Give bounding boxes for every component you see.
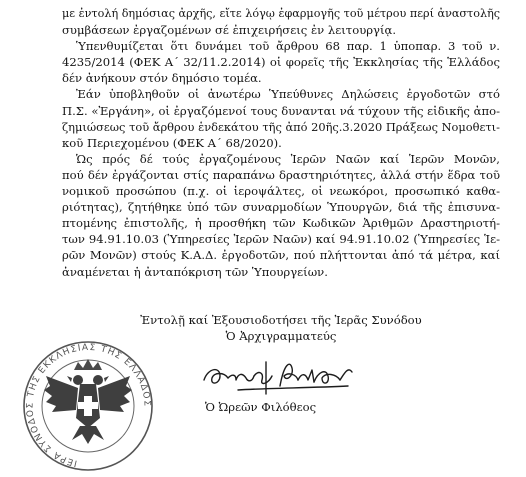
authorization-line: Ἐντολῇ καί Ἐξουσιοδοτήσει τῆς Ἱερᾶς Συνόδου: [140, 313, 422, 327]
text-line: των 94.91.10.03 (Ὑπηρεσίες Ἱερῶν Ναῶν) καί 94.91.10.02 (Ὑπηρεσίες Ἱε-: [62, 232, 500, 247]
text-line: νομικοῦ προσώπου (π.χ. οἱ ἱεροψάλτες, οἱ νεωκόροι, προσωπικό καθα-: [62, 184, 500, 199]
text-line: πού δέν ἐργάζονται στίς παραπάνω δραστηριότητες, ἀλλά στήν ἕδρα τοῦ: [62, 167, 500, 182]
seal-lettering: ΙΕΡΑ ΣΥΝΟΔΟΣ ΤΗΣ ΕΚΚΛΗΣΙΑΣ ΤΗΣ ΕΛΛΑΔΟΣ: [25, 342, 152, 468]
text-line: κοῦ Περιεχομένου (ΦΕΚ Α΄ 68/2020).: [62, 135, 282, 150]
text-line: Ἐάν ὑποβληθοῦν οἱ ἀνωτέρω Ὑπεύθυνες Δηλώσεις ἐργοδοτῶν στό: [76, 87, 500, 102]
text-line: με ἐντολή δημόσιας ἀρχῆς, εἴτε λόγῳ ἐφαρμογῆς τοῦ μέτρου περί ἀναστολῆς: [62, 7, 501, 20]
text-line: 4235/2014 (ΦΕΚ Α΄ 32/11.2.2014) οἱ φορεῖς τῆς Ἐκκλησίας τῆς Ἑλλάδος: [62, 55, 500, 70]
body-text: [62, 6, 500, 280]
text-line: δέν ἀνήκουν στόν δημόσιο τομέα.: [62, 71, 262, 86]
text-line: πτομένης ἐπιστολῆς, ἡ προσθήκη τῶν Κωδικῶν Ἀριθμῶν Δραστηριοτή-: [62, 216, 500, 231]
text-line: ριότητας), ζητήθηκε ὑπό τῶν συναρμοδίων Ὑπουργῶν, διά τῆς ἐπισυνα-: [62, 200, 500, 215]
paragraph-2: [62, 38, 500, 86]
text-line: ζημιώσεως τοῦ ἄρθρου ἑνδεκάτου τῆς ἀπό 20ῆς.3.2020 Πράξεως Νομοθετι-: [62, 119, 500, 134]
paragraph-1: [62, 6, 500, 38]
text-line: Ὡς πρός δέ τούς ἐργαζομένους Ἱερῶν Ναῶν καί Ἱερῶν Μονῶν,: [76, 151, 500, 166]
text-line: ἀναμένεται ἡ ἀνταπόκριση τῶν Ὑπουργείων.: [62, 264, 328, 279]
text-line: Ὑπενθυμίζεται ὅτι δυνάμει τοῦ ἄρθρου 68 παρ. 1 ὑποπαρ. 3 τοῦ ν.: [76, 39, 500, 54]
chief-secretary-title: Ὁ Ἀρχιγραμματεύς: [225, 329, 337, 344]
signer-name: Ὁ Ὠρεῶν Φιλόθεος: [205, 400, 317, 414]
text-line: συμβάσεων ἐργαζομένων σέ ἐπιχειρήσεις ἐν λειτουργίᾳ.: [62, 23, 397, 38]
paragraph-4: [62, 151, 500, 280]
text-line: Π.Σ. «Ἐργάνη», οἱ ἐργαζόμενοί τους δυνανται νά τύχουν τῆς εἰδικῆς ἀπο-: [62, 103, 500, 118]
holy-synod-seal: [16, 340, 161, 475]
handwritten-signature: [198, 354, 358, 399]
paragraph-3: [62, 86, 500, 150]
text-line: ρῶν Μονῶν) στούς Κ.Α.Δ. ἐργοδοτῶν, πού πλήττονται ἀπό τά μέτρα, καί: [62, 248, 500, 263]
